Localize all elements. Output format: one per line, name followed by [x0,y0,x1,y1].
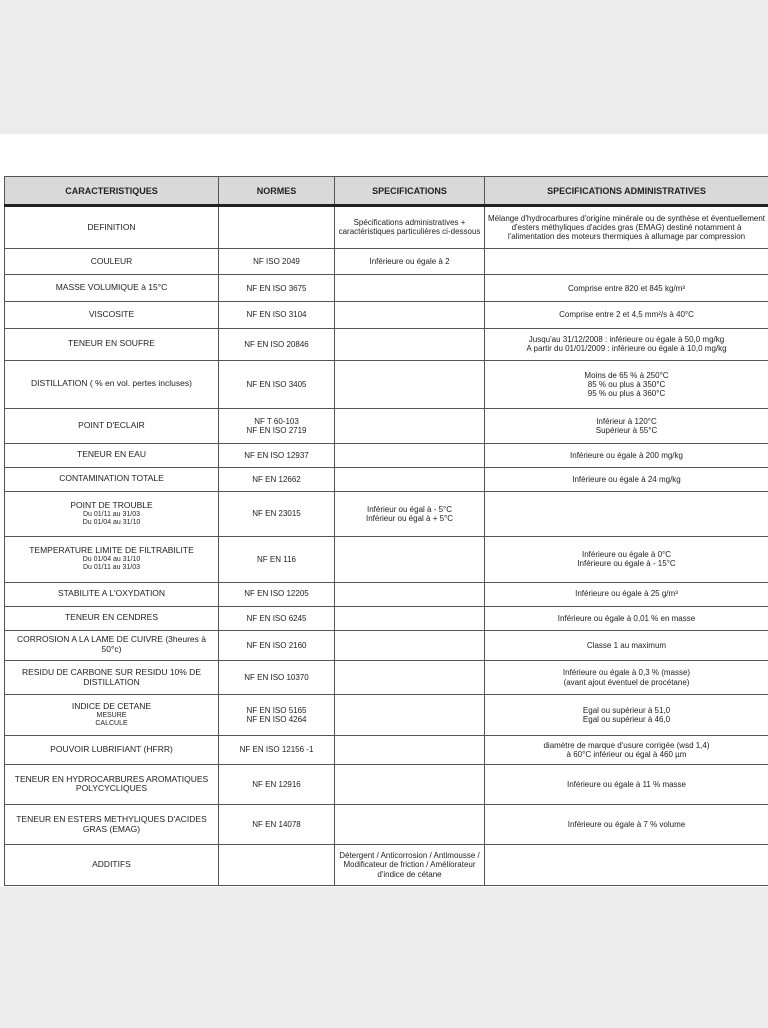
norm-cell: NF ISO 2049 [219,248,335,275]
characteristic-label: STABILITE A L'OXYDATION [8,589,215,599]
spec-cell: Détergent / Anticorrosion / Antimousse / Modificateur de friction / Améliorateur d'indice de cétane [335,845,485,886]
characteristic-cell [5,805,219,845]
characteristic-cell [5,606,219,630]
characteristic-cell [5,360,219,408]
characteristic-cell [5,248,219,275]
table-row [5,248,768,275]
characteristic-cell [5,408,219,443]
admin-cell [485,408,768,443]
norm-value-line: NF EN ISO 5165 [222,706,331,715]
table-row [5,206,768,248]
table-row [5,275,768,302]
admin-cell [485,360,768,408]
characteristic-label: TENEUR EN HYDROCARBURES AROMATIQUES POLYCYCLIQUES [8,775,215,795]
norm-cell: NF EN ISO 20846 [219,328,335,360]
characteristic-label: TENEUR EN CENDRES [8,613,215,623]
table-row [5,764,768,804]
characteristic-sub-label: MESURE [8,712,215,720]
admin-value-line: diamètre de marque d'usure corrigée (wsd 1,4) [488,741,765,750]
table-row [5,360,768,408]
table-row [5,582,768,606]
characteristic-label: RESIDU DE CARBONE SUR RESIDU 10% DE DISTILLATION [8,668,215,688]
norm-cell [219,206,335,248]
admin-cell [485,845,768,886]
spec-cell [335,301,485,328]
admin-cell [485,328,768,360]
norm-value-line: NF T 60-103 [222,417,331,426]
table-row [5,467,768,491]
characteristic-label: MASSE VOLUMIQUE à 15°C [8,283,215,293]
admin-value-line: Inférieure ou égale à - 15°C [488,559,765,568]
spec-cell [335,606,485,630]
admin-value-line: 95 % ou plus à 360°C [488,389,765,398]
table-row [5,328,768,360]
table-row [5,491,768,536]
characteristic-sub-label: CALCULE [8,720,215,728]
admin-cell: Inférieure ou égale à 200 mg/kg [485,443,768,467]
characteristic-label: POINT DE TROUBLE [8,501,215,511]
characteristic-label: POINT D'ECLAIR [8,421,215,431]
admin-cell [485,695,768,735]
admin-value-line: Jusqu'au 31/12/2008 : inférieure ou égale à 50,0 mg/kg [488,335,765,344]
norm-cell: NF EN 14078 [219,805,335,845]
table-row [5,845,768,886]
spec-value-line: Inférieur ou égal à - 5°C [338,505,481,514]
admin-value-line: (avant ajout éventuel de procétane) [488,678,765,687]
norm-cell: NF EN ISO 12205 [219,582,335,606]
admin-value-line: A partir du 01/01/2009 : inférieure ou égale à 10,0 mg/kg [488,344,765,353]
admin-cell: Mélange d'hydrocarbures d'origine minérale ou de synthèse et éventuellement d'esters méthyliques d'acides gras (EMAG) destiné notamment à l'alimentation des moteurs thermiques à allumage par compression [485,206,768,248]
header-norms: NORMES [219,177,335,206]
rotated-specification-table [4,176,768,1028]
norm-value-line: NF EN ISO 2719 [222,426,331,435]
header-row [5,177,768,206]
admin-cell [485,248,768,275]
characteristic-sub-label: Du 01/11 au 31/03 [8,564,215,572]
table-row [5,805,768,845]
characteristic-label: CONTAMINATION TOTALE [8,474,215,484]
admin-cell: Inférieure ou égale à 0,01 % en masse [485,606,768,630]
admin-cell [485,537,768,582]
characteristic-cell [5,491,219,536]
header-characteristics: CARACTERISTIQUES [5,177,219,206]
characteristic-sub-label: Du 01/11 au 31/03 [8,511,215,519]
norm-cell: NF EN ISO 12156 -1 [219,735,335,764]
admin-cell: Classe 1 au maximum [485,630,768,660]
spec-cell [335,735,485,764]
characteristic-label: TEMPERATURE LIMITE DE FILTRABILITE [8,546,215,556]
norm-cell [219,408,335,443]
characteristic-label: CORROSION A LA LAME DE CUIVRE (3heures à 50°c) [8,635,215,655]
characteristic-cell [5,695,219,735]
characteristic-cell [5,443,219,467]
characteristic-label: DISTILLATION ( % en vol. pertes incluses) [8,379,215,389]
characteristic-sub-label: Du 01/04 au 31/10 [8,519,215,527]
norm-cell: NF EN ISO 3405 [219,360,335,408]
characteristic-cell [5,764,219,804]
table-row [5,408,768,443]
characteristic-cell [5,735,219,764]
characteristic-cell [5,467,219,491]
spec-value-line: Inférieur ou égal à + 5°C [338,514,481,523]
admin-value-line: Egal ou supérieur à 51,0 [488,706,765,715]
admin-cell: Inférieure ou égale à 25 g/m³ [485,582,768,606]
spec-cell: Spécifications administratives + caractéristiques particulières ci-dessous [335,206,485,248]
characteristic-cell [5,206,219,248]
norm-cell: NF EN 12662 [219,467,335,491]
spec-cell [335,408,485,443]
characteristic-label: INDICE DE CETANE [8,702,215,712]
spec-cell [335,443,485,467]
admin-cell: Inférieure ou égale à 11 % masse [485,764,768,804]
characteristic-cell [5,582,219,606]
characteristic-cell [5,660,219,695]
characteristic-label: VISCOSITE [8,310,215,320]
norm-cell: NF EN ISO 12937 [219,443,335,467]
spec-cell [335,491,485,536]
spec-cell [335,764,485,804]
admin-cell [485,491,768,536]
norm-cell: NF EN ISO 2160 [219,630,335,660]
spec-cell [335,467,485,491]
spec-cell [335,328,485,360]
characteristic-cell [5,630,219,660]
specifications-table [4,176,768,886]
spec-cell [335,805,485,845]
characteristic-cell [5,275,219,302]
table-row [5,630,768,660]
characteristic-cell [5,537,219,582]
spec-cell [335,630,485,660]
table-row [5,660,768,695]
characteristic-cell [5,845,219,886]
table-row [5,537,768,582]
table-row [5,606,768,630]
characteristic-label: POUVOIR LUBRIFIANT (HFRR) [8,745,215,755]
norm-cell [219,695,335,735]
norm-cell [219,845,335,886]
table-row [5,301,768,328]
norm-cell: NF EN ISO 3675 [219,275,335,302]
table-row [5,695,768,735]
characteristic-label: TENEUR EN EAU [8,450,215,460]
admin-cell: Comprise entre 2 et 4,5 mm²/s à 40°C [485,301,768,328]
table-row [5,735,768,764]
admin-value-line: Inférieure ou égale à 0,3 % (masse) [488,668,765,677]
norm-value-line: NF EN ISO 4264 [222,715,331,724]
characteristic-sub-label: Du 01/04 au 31/10 [8,556,215,564]
characteristic-label: COULEUR [8,257,215,267]
admin-value-line: Egal ou supérieur à 46,0 [488,715,765,724]
characteristic-label: TENEUR EN ESTERS METHYLIQUES D'ACIDES GRAS (EMAG) [8,815,215,835]
characteristic-label: ADDITIFS [8,860,215,870]
admin-value-line: Inférieur à 120°C [488,417,765,426]
norm-cell: NF EN 12916 [219,764,335,804]
admin-value-line: Moins de 65 % à 250°C [488,371,765,380]
spec-cell [335,537,485,582]
norm-cell: NF EN 23015 [219,491,335,536]
characteristic-cell [5,328,219,360]
characteristic-label: DEFINITION [8,223,215,233]
spec-cell [335,695,485,735]
header-specifications: SPECIFICATIONS [335,177,485,206]
spec-cell [335,660,485,695]
admin-cell: Inférieure ou égale à 24 mg/kg [485,467,768,491]
norm-cell: NF EN 116 [219,537,335,582]
spec-cell: Inférieure ou égale à 2 [335,248,485,275]
table-row [5,443,768,467]
top-margin [0,0,768,134]
admin-cell: Inférieure ou égale à 7 % volume [485,805,768,845]
norm-cell: NF EN ISO 3104 [219,301,335,328]
admin-cell [485,660,768,695]
admin-value-line: à 60°C inférieur ou égal à 460 µm [488,750,765,759]
spec-cell [335,360,485,408]
admin-value-line: Inférieure ou égale à 0°C [488,550,765,559]
spec-cell [335,275,485,302]
admin-cell [485,735,768,764]
header-admin-specifications: SPECIFICATIONS ADMINISTRATIVES [485,177,768,206]
spec-cell [335,582,485,606]
admin-cell: Comprise entre 820 et 845 kg/m³ [485,275,768,302]
admin-value-line: 85 % ou plus à 350°C [488,380,765,389]
characteristic-label: TENEUR EN SOUFRE [8,339,215,349]
norm-cell: NF EN ISO 6245 [219,606,335,630]
admin-value-line: Supérieur à 55°C [488,426,765,435]
norm-cell: NF EN ISO 10370 [219,660,335,695]
characteristic-cell [5,301,219,328]
